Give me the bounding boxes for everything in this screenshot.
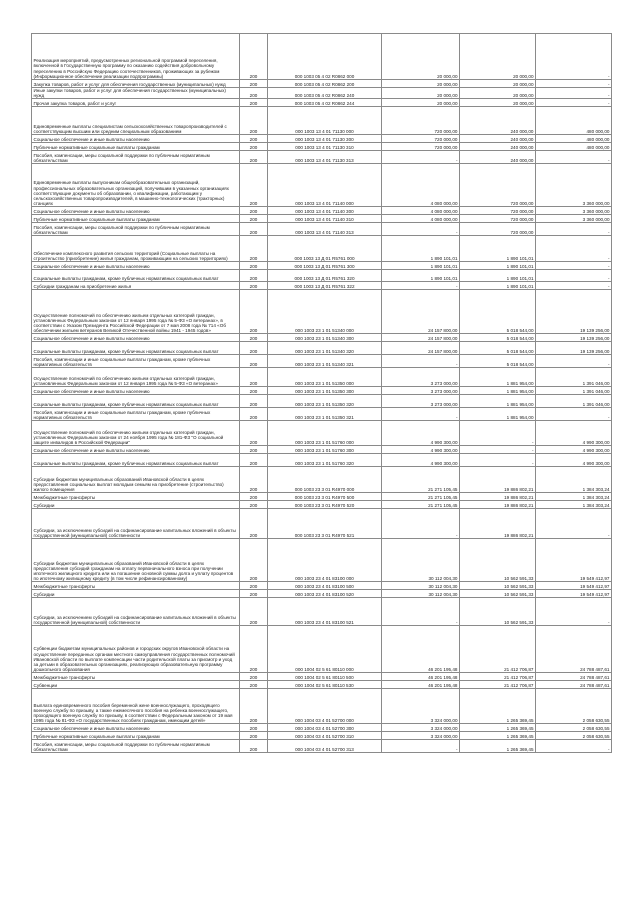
row-executed-amount: 19 886 802,21 xyxy=(460,501,536,509)
row-executed-amount: 240 000,00 xyxy=(460,143,536,151)
row-line-code: 200 xyxy=(240,151,268,164)
row-unexecuted-amount: 3 360 000,00 xyxy=(536,164,612,207)
table-row xyxy=(32,290,612,334)
row-unexecuted-amount: - xyxy=(536,270,612,282)
row-line-code: 200 xyxy=(240,387,268,395)
row-classification-code: 000 1003 13 4 01 71130 000 xyxy=(268,107,382,135)
row-unexecuted-amount: - xyxy=(536,223,612,236)
row-approved-amount: 30 112 004,30 xyxy=(382,539,460,582)
row-executed-amount: 240 000,00 xyxy=(460,151,536,164)
table-row xyxy=(32,509,612,539)
row-unexecuted-amount: 1 384 303,24 xyxy=(536,493,612,501)
row-approved-amount: 3 324 000,00 xyxy=(382,732,460,740)
row-name: Социальное обеспечение и иные выплаты населению xyxy=(32,387,240,395)
row-name: Социальные выплаты гражданам, кроме публичных нормативных социальных выплат xyxy=(32,270,240,282)
row-name: Пособия, компенсации, меры социальной поддержки по публичным нормативным обязательствам xyxy=(32,223,240,236)
row-name: Субсидии гражданам на приобретение жилья xyxy=(32,282,240,290)
row-line-code: 200 xyxy=(240,207,268,215)
row-executed-amount: 19 886 802,21 xyxy=(460,467,536,493)
row-name: Социальное обеспечение и иные выплаты населению xyxy=(32,334,240,342)
row-classification-code: 000 1003 23 1 01 51760 000 xyxy=(268,421,382,446)
row-line-code: 200 xyxy=(240,681,268,689)
row-executed-amount: - xyxy=(460,454,536,467)
row-executed-amount: 240 000,00 xyxy=(460,107,536,135)
row-line-code: 200 xyxy=(240,408,268,421)
row-executed-amount: 1 265 369,45 xyxy=(460,724,536,732)
row-name: Выплата единовременного пособия беременной жене военнослужащего, проходящего военную службу по призыву, а также ежемесячного пособия на ребенка военнослужащего, проходящего военную службу по призыву, в соответствии с Федеральным законом от 19 мая 1995 года № 81-ФЗ «О государственных пособиях гражданам, имеющим детей» xyxy=(32,689,240,724)
row-approved-amount: 3 324 000,00 xyxy=(382,689,460,724)
row-name: Иные закупки товаров, работ и услуг для обеспечения государственных (муниципальных) нужд xyxy=(32,88,240,99)
row-unexecuted-amount: - xyxy=(536,408,612,421)
row-line-code: 200 xyxy=(240,454,268,467)
row-line-code: 200 xyxy=(240,446,268,454)
row-executed-amount: 10 562 591,33 xyxy=(460,598,536,626)
table-row xyxy=(32,236,612,262)
table-row xyxy=(32,724,612,732)
row-name: Межбюджетные трансферты xyxy=(32,673,240,681)
row-classification-code: 000 1003 13 4 01 71140 300 xyxy=(268,207,382,215)
row-unexecuted-amount: 24 788 487,61 xyxy=(536,681,612,689)
row-line-code: 200 xyxy=(240,732,268,740)
row-name: Субсидии, за исключением субсидий на софинансирование капитальных вложений в объекты государственной (муниципальной) собственности xyxy=(32,598,240,626)
row-unexecuted-amount: - xyxy=(536,509,612,539)
table-row xyxy=(32,446,612,454)
row-unexecuted-amount: 4 990 300,00 xyxy=(536,421,612,446)
row-approved-amount: 46 201 195,48 xyxy=(382,673,460,681)
row-approved-amount: 3 273 000,00 xyxy=(382,387,460,395)
row-name: Социальное обеспечение и иные выплаты населению xyxy=(32,724,240,732)
row-executed-amount: 5 018 544,00 xyxy=(460,290,536,334)
row-executed-amount: 5 018 544,00 xyxy=(460,334,536,342)
row-classification-code: 000 1003 13 Д 01 R5761 322 xyxy=(268,282,382,290)
row-classification-code: 000 1003 23 3 01 R4970 520 xyxy=(268,501,382,509)
row-approved-amount: 21 271 105,45 xyxy=(382,501,460,509)
row-line-code: 200 xyxy=(240,135,268,143)
row-name: Осуществление полномочий по обеспечению жильем отдельных категорий граждан, установленных Федеральным законом от 12 января 1995 года № 5-ФЗ «О ветеранах», в соответствии с Указом Президента Российской Федерации от 7 мая 2008 года № 714 «Об обеспечении жильем ветеранов Великой Отечественной войны 1941 - 1945 годов» xyxy=(32,290,240,334)
row-executed-amount: 19 886 802,21 xyxy=(460,509,536,539)
row-approved-amount: 3 273 000,00 xyxy=(382,368,460,387)
row-unexecuted-amount: - xyxy=(536,355,612,368)
row-line-code: 200 xyxy=(240,539,268,582)
row-name: Социальное обеспечение и иные выплаты населению xyxy=(32,262,240,270)
row-line-code: 200 xyxy=(240,673,268,681)
table-row xyxy=(32,421,612,446)
row-classification-code: 000 1003 13 Д 01 R5761 300 xyxy=(268,262,382,270)
row-line-code: 200 xyxy=(240,395,268,408)
row-unexecuted-amount: 19 139 256,00 xyxy=(536,342,612,355)
row-unexecuted-amount: - xyxy=(536,34,612,80)
row-executed-amount: - xyxy=(460,421,536,446)
row-unexecuted-amount: - xyxy=(536,80,612,88)
row-unexecuted-amount: 480 000,00 xyxy=(536,107,612,135)
row-line-code: 200 xyxy=(240,236,268,262)
row-name: Социальные выплаты гражданам, кроме публичных нормативных социальных выплат xyxy=(32,454,240,467)
row-executed-amount: 5 018 544,00 xyxy=(460,355,536,368)
table-row xyxy=(32,582,612,590)
row-unexecuted-amount: - xyxy=(536,598,612,626)
row-unexecuted-amount: 4 990 300,00 xyxy=(536,446,612,454)
table-row xyxy=(32,334,612,342)
row-classification-code: 000 1003 05 4 02 R0862 240 xyxy=(268,88,382,99)
row-name: Субсидии xyxy=(32,590,240,598)
row-line-code: 200 xyxy=(240,270,268,282)
table-row xyxy=(32,207,612,215)
table-row xyxy=(32,454,612,467)
row-approved-amount: 4 080 000,00 xyxy=(382,207,460,215)
table-row xyxy=(32,501,612,509)
row-classification-code: 000 1003 05 4 02 R0862 244 xyxy=(268,99,382,107)
row-name: Осуществление полномочий по обеспечению жильем отдельных категорий граждан, установленных Федеральным законом от 24 ноября 1995 года № 181-ФЗ "О социальной защите инвалидов в Российской Федерации" xyxy=(32,421,240,446)
table-row xyxy=(32,626,612,673)
row-classification-code: 000 1003 23 1 01 51760 300 xyxy=(268,446,382,454)
row-approved-amount: 3 324 000,00 xyxy=(382,724,460,732)
table-row xyxy=(32,590,612,598)
row-unexecuted-amount: 3 360 000,00 xyxy=(536,207,612,215)
row-approved-amount: 4 990 300,00 xyxy=(382,446,460,454)
table-row xyxy=(32,80,612,88)
row-classification-code: 000 1003 23 1 01 51350 320 xyxy=(268,395,382,408)
row-approved-amount: 46 201 195,48 xyxy=(382,681,460,689)
row-name: Субвенции xyxy=(32,681,240,689)
row-approved-amount: - xyxy=(382,151,460,164)
row-line-code: 200 xyxy=(240,598,268,626)
row-unexecuted-amount: 24 788 487,61 xyxy=(536,673,612,681)
row-approved-amount: 4 080 000,00 xyxy=(382,215,460,223)
row-name: Пособия, компенсации и иные социальные выплаты гражданам, кроме публичных нормативных обязательств xyxy=(32,408,240,421)
row-name: Социальное обеспечение и иные выплаты населению xyxy=(32,446,240,454)
row-executed-amount: 10 562 591,33 xyxy=(460,582,536,590)
row-classification-code: 000 1003 23 4 01 83100 520 xyxy=(268,590,382,598)
row-classification-code: 000 1003 23 1 01 51340 321 xyxy=(268,355,382,368)
row-executed-amount: 20 000,00 xyxy=(460,80,536,88)
row-unexecuted-amount: 19 139 256,00 xyxy=(536,290,612,334)
table-row xyxy=(32,135,612,143)
table-row xyxy=(32,539,612,582)
row-classification-code: 000 1004 02 5 61 80110 500 xyxy=(268,673,382,681)
row-classification-code: 000 1003 23 4 01 83100 500 xyxy=(268,582,382,590)
table-body xyxy=(32,34,612,753)
row-classification-code: 000 1003 13 4 01 71140 000 xyxy=(268,164,382,207)
row-executed-amount: 1 881 954,00 xyxy=(460,395,536,408)
row-name: Прочая закупка товаров, работ и услуг xyxy=(32,99,240,107)
row-unexecuted-amount: 4 990 300,00 xyxy=(536,454,612,467)
row-approved-amount: 20 000,00 xyxy=(382,88,460,99)
row-approved-amount: - xyxy=(382,740,460,753)
table-row xyxy=(32,673,612,681)
row-classification-code: 000 1003 23 1 01 51350 321 xyxy=(268,408,382,421)
row-line-code: 200 xyxy=(240,493,268,501)
budget-execution-table xyxy=(31,33,612,753)
row-approved-amount: 4 990 300,00 xyxy=(382,421,460,446)
row-approved-amount: 720 000,00 xyxy=(382,107,460,135)
row-classification-code: 000 1004 03 4 01 52700 000 xyxy=(268,689,382,724)
row-classification-code: 000 1003 23 1 01 51760 320 xyxy=(268,454,382,467)
row-unexecuted-amount: 1 391 046,00 xyxy=(536,368,612,387)
row-name: Субвенции бюджетам муниципальных районов и городских округов Ивановской области на осуществление переданных органам местного самоуправления государственных полномочий Ивановской области по выплате компенсации части родительской платы за присмотр и уход за детьми в образовательных организациях, реализующих образовательную программу дошкольного образования xyxy=(32,626,240,673)
row-approved-amount: 46 201 195,48 xyxy=(382,626,460,673)
row-unexecuted-amount: - xyxy=(536,262,612,270)
row-name: Публичные нормативные социальные выплаты гражданам xyxy=(32,143,240,151)
row-executed-amount: 1 265 369,45 xyxy=(460,689,536,724)
row-unexecuted-amount: - xyxy=(536,236,612,262)
row-classification-code: 000 1003 13 4 01 71140 313 xyxy=(268,223,382,236)
row-approved-amount: 20 000,00 xyxy=(382,80,460,88)
table-row xyxy=(32,355,612,368)
table-row xyxy=(32,368,612,387)
row-line-code: 200 xyxy=(240,368,268,387)
table-row xyxy=(32,143,612,151)
row-name: Межбюджетные трансферты xyxy=(32,493,240,501)
table-row xyxy=(32,493,612,501)
table-row xyxy=(32,689,612,724)
row-classification-code: 000 1003 23 3 01 R4970 521 xyxy=(268,509,382,539)
table-row xyxy=(32,215,612,223)
row-name: Социальное обеспечение и иные выплаты населению xyxy=(32,135,240,143)
row-line-code: 200 xyxy=(240,342,268,355)
row-line-code: 200 xyxy=(240,80,268,88)
row-line-code: 200 xyxy=(240,334,268,342)
row-approved-amount: 24 157 800,00 xyxy=(382,290,460,334)
row-line-code: 200 xyxy=(240,215,268,223)
row-approved-amount: 21 271 105,45 xyxy=(382,493,460,501)
row-name: Осуществление полномочий по обеспечению жильем отдельных категорий граждан, установленных Федеральным законом от 12 января 1995 года № 5-ФЗ «О ветеранах» xyxy=(32,368,240,387)
row-approved-amount: 720 000,00 xyxy=(382,143,460,151)
row-executed-amount: 10 562 591,33 xyxy=(460,539,536,582)
row-approved-amount: 24 157 800,00 xyxy=(382,342,460,355)
table-row xyxy=(32,342,612,355)
table-row xyxy=(32,107,612,135)
row-name: Реализация мероприятий, предусмотренных региональной программой переселения, включенной в Государственную программу по оказанию содействия добровольному переселению в Российскую Федерацию соотечественников, проживающих за рубежом (Информационное обеспечение реализации подпрограммы) xyxy=(32,34,240,80)
row-classification-code: 000 1004 03 4 01 52700 313 xyxy=(268,740,382,753)
row-classification-code: 000 1003 13 4 01 71140 310 xyxy=(268,215,382,223)
row-approved-amount: 1 890 101,01 xyxy=(382,270,460,282)
row-name: Субсидии xyxy=(32,501,240,509)
row-executed-amount: 1 881 954,00 xyxy=(460,368,536,387)
row-approved-amount: 30 112 004,30 xyxy=(382,582,460,590)
row-executed-amount: 20 000,00 xyxy=(460,88,536,99)
row-line-code: 200 xyxy=(240,501,268,509)
row-unexecuted-amount: - xyxy=(536,88,612,99)
row-executed-amount: 20 000,00 xyxy=(460,99,536,107)
row-unexecuted-amount: - xyxy=(536,151,612,164)
row-executed-amount: 1 890 101,01 xyxy=(460,262,536,270)
row-line-code: 200 xyxy=(240,262,268,270)
row-line-code: 200 xyxy=(240,107,268,135)
row-executed-amount: 1 265 369,45 xyxy=(460,740,536,753)
row-unexecuted-amount: 19 549 412,97 xyxy=(536,539,612,582)
table-row xyxy=(32,282,612,290)
row-executed-amount: 720 000,00 xyxy=(460,215,536,223)
table-row xyxy=(32,151,612,164)
row-name: Единовременные выплаты специалистам сельскохозяйственных товаропроизводителей с соответствующим высшим или средним специальным образованием xyxy=(32,107,240,135)
row-classification-code: 000 1003 23 1 01 51340 000 xyxy=(268,290,382,334)
row-unexecuted-amount: 480 000,00 xyxy=(536,143,612,151)
row-name: Закупка товаров, работ и услуг для обеспечения государственных (муниципальных) нужд xyxy=(32,80,240,88)
row-line-code: 200 xyxy=(240,509,268,539)
row-executed-amount: 720 000,00 xyxy=(460,207,536,215)
row-name: Субсидии бюджетам муниципальных образований Ивановской области в целях предоставления социальных выплат молодым семьям на приобретение (строительство) жилого помещения xyxy=(32,467,240,493)
row-classification-code: 000 1004 02 5 61 80110 530 xyxy=(268,681,382,689)
row-classification-code: 000 1003 13 4 01 71130 313 xyxy=(268,151,382,164)
row-name: Единовременные выплаты выпускникам общеобразовательных организаций, профессиональных образовательных организаций, получившим в указанных организациях соответствующие документы об образовании, о квалификации, работающим у сельскохозяйственных товаропроизводителей, в машинно-технологических (тракторных) станциях xyxy=(32,164,240,207)
row-name: Обеспечение комплексного развития сельских территорий (Социальные выплаты на строительство (приобретение) жилья гражданам, проживающим на сельских территориях) xyxy=(32,236,240,262)
row-approved-amount: 3 273 000,00 xyxy=(382,395,460,408)
row-executed-amount: 720 000,00 xyxy=(460,164,536,207)
row-executed-amount: 1 890 101,01 xyxy=(460,282,536,290)
table-row xyxy=(32,262,612,270)
row-line-code: 200 xyxy=(240,724,268,732)
row-unexecuted-amount: 1 391 046,00 xyxy=(536,395,612,408)
table-row xyxy=(32,740,612,753)
row-line-code: 200 xyxy=(240,34,268,80)
row-executed-amount: 10 562 591,33 xyxy=(460,590,536,598)
row-line-code: 200 xyxy=(240,290,268,334)
table-row xyxy=(32,395,612,408)
row-unexecuted-amount: 3 360 000,00 xyxy=(536,215,612,223)
row-approved-amount: 30 112 004,30 xyxy=(382,590,460,598)
row-unexecuted-amount: - xyxy=(536,740,612,753)
row-classification-code: 000 1003 13 Д 01 R5761 320 xyxy=(268,270,382,282)
row-unexecuted-amount: 2 058 630,55 xyxy=(536,732,612,740)
table-row xyxy=(32,681,612,689)
row-unexecuted-amount: 2 058 630,55 xyxy=(536,689,612,724)
row-line-code: 200 xyxy=(240,590,268,598)
row-classification-code: 000 1003 13 Д 01 R5761 000 xyxy=(268,236,382,262)
row-line-code: 200 xyxy=(240,143,268,151)
table-row xyxy=(32,270,612,282)
row-executed-amount: 1 890 101,01 xyxy=(460,270,536,282)
row-name: Социальное обеспечение и иные выплаты населению xyxy=(32,207,240,215)
row-approved-amount: - xyxy=(382,282,460,290)
row-classification-code: 000 1003 13 4 01 71130 310 xyxy=(268,143,382,151)
row-classification-code: 000 1003 23 3 01 R4970 000 xyxy=(268,467,382,493)
row-executed-amount: 5 018 544,00 xyxy=(460,342,536,355)
row-line-code: 200 xyxy=(240,99,268,107)
row-unexecuted-amount: - xyxy=(536,282,612,290)
row-unexecuted-amount: 480 000,00 xyxy=(536,135,612,143)
row-name: Межбюджетные трансферты xyxy=(32,582,240,590)
table-row xyxy=(32,408,612,421)
row-executed-amount: 720 000,00 xyxy=(460,223,536,236)
row-name: Пособия, компенсации, меры социальной поддержки по публичным нормативным обязательствам xyxy=(32,151,240,164)
row-line-code: 200 xyxy=(240,421,268,446)
row-line-code: 200 xyxy=(240,740,268,753)
row-approved-amount: - xyxy=(382,408,460,421)
row-name: Пособия, компенсации, меры социальной поддержки по публичным нормативным обязательствам xyxy=(32,740,240,753)
row-unexecuted-amount: 2 058 630,55 xyxy=(536,724,612,732)
table-row xyxy=(32,387,612,395)
row-executed-amount: - xyxy=(460,446,536,454)
row-line-code: 200 xyxy=(240,223,268,236)
row-approved-amount: 720 000,00 xyxy=(382,135,460,143)
row-classification-code: 000 1003 23 1 01 51340 320 xyxy=(268,342,382,355)
row-approved-amount: - xyxy=(382,223,460,236)
row-line-code: 200 xyxy=(240,582,268,590)
row-executed-amount: 21 412 706,87 xyxy=(460,681,536,689)
table-row xyxy=(32,99,612,107)
row-approved-amount: 1 890 101,01 xyxy=(382,262,460,270)
row-line-code: 200 xyxy=(240,626,268,673)
row-line-code: 200 xyxy=(240,282,268,290)
row-approved-amount: 1 890 101,01 xyxy=(382,236,460,262)
row-executed-amount: 21 412 706,87 xyxy=(460,626,536,673)
table-row xyxy=(32,598,612,626)
row-classification-code: 000 1003 23 1 01 51340 300 xyxy=(268,334,382,342)
row-line-code: 200 xyxy=(240,689,268,724)
row-classification-code: 000 1003 13 4 01 71130 300 xyxy=(268,135,382,143)
row-line-code: 200 xyxy=(240,355,268,368)
row-classification-code: 000 1003 05 4 02 R0862 200 xyxy=(268,80,382,88)
row-approved-amount: - xyxy=(382,598,460,626)
row-name: Субсидии, за исключением субсидий на софинансирование капитальных вложений в объекты государственной (муниципальной) собственности xyxy=(32,509,240,539)
row-line-code: 200 xyxy=(240,467,268,493)
row-approved-amount: - xyxy=(382,355,460,368)
row-unexecuted-amount: 19 549 412,97 xyxy=(536,590,612,598)
row-approved-amount: 21 271 105,45 xyxy=(382,467,460,493)
row-approved-amount: 24 157 800,00 xyxy=(382,334,460,342)
row-approved-amount: 4 080 000,00 xyxy=(382,164,460,207)
table-row xyxy=(32,88,612,99)
row-classification-code: 000 1003 05 4 02 R0862 000 xyxy=(268,34,382,80)
row-unexecuted-amount: 19 139 256,00 xyxy=(536,334,612,342)
row-unexecuted-amount: 24 788 487,61 xyxy=(536,626,612,673)
row-classification-code: 000 1004 02 5 61 80110 000 xyxy=(268,626,382,673)
row-executed-amount: 1 890 101,01 xyxy=(460,236,536,262)
row-executed-amount: 1 881 954,00 xyxy=(460,408,536,421)
row-name: Субсидии бюджетам муниципальных образований Ивановской области в целях предоставления субсидий гражданам на оплату первоначального взноса при получении ипотечного жилищного кредита или на погашение основной суммы долга и уплату процентов по ипотечному жилищному кредиту (в том числе рефинансированному) xyxy=(32,539,240,582)
row-unexecuted-amount: 1 384 303,24 xyxy=(536,501,612,509)
row-line-code: 200 xyxy=(240,88,268,99)
row-approved-amount: 20 000,00 xyxy=(382,34,460,80)
row-approved-amount: 4 990 300,00 xyxy=(382,454,460,467)
row-unexecuted-amount: 1 384 303,24 xyxy=(536,467,612,493)
row-unexecuted-amount: - xyxy=(536,99,612,107)
row-executed-amount: 20 000,00 xyxy=(460,34,536,80)
row-classification-code: 000 1003 23 1 01 51350 000 xyxy=(268,368,382,387)
row-approved-amount: - xyxy=(382,509,460,539)
row-name: Публичные нормативные социальные выплаты гражданам xyxy=(32,732,240,740)
row-classification-code: 000 1003 23 3 01 R4970 500 xyxy=(268,493,382,501)
row-executed-amount: 21 412 706,87 xyxy=(460,673,536,681)
row-name: Публичные нормативные социальные выплаты гражданам xyxy=(32,215,240,223)
row-classification-code: 000 1004 03 4 01 52700 310 xyxy=(268,732,382,740)
row-name: Социальные выплаты гражданам, кроме публичных нормативных социальных выплат xyxy=(32,395,240,408)
row-classification-code: 000 1004 03 4 01 52700 300 xyxy=(268,724,382,732)
row-name: Пособия, компенсации и иные социальные выплаты гражданам, кроме публичных нормативных обязательств xyxy=(32,355,240,368)
row-unexecuted-amount: 19 549 412,97 xyxy=(536,582,612,590)
row-line-code: 200 xyxy=(240,164,268,207)
table-row xyxy=(32,34,612,80)
table-row xyxy=(32,467,612,493)
row-executed-amount: 240 000,00 xyxy=(460,135,536,143)
row-executed-amount: 1 265 369,45 xyxy=(460,732,536,740)
table-row xyxy=(32,732,612,740)
row-classification-code: 000 1003 23 1 01 51350 300 xyxy=(268,387,382,395)
row-unexecuted-amount: 1 391 046,00 xyxy=(536,387,612,395)
row-classification-code: 000 1003 23 4 01 83100 521 xyxy=(268,598,382,626)
row-classification-code: 000 1003 23 4 01 83100 000 xyxy=(268,539,382,582)
row-executed-amount: 1 881 954,00 xyxy=(460,387,536,395)
row-approved-amount: 20 000,00 xyxy=(382,99,460,107)
row-executed-amount: 19 886 802,21 xyxy=(460,493,536,501)
table-row xyxy=(32,223,612,236)
table-row xyxy=(32,164,612,207)
row-name: Социальные выплаты гражданам, кроме публичных нормативных социальных выплат xyxy=(32,342,240,355)
